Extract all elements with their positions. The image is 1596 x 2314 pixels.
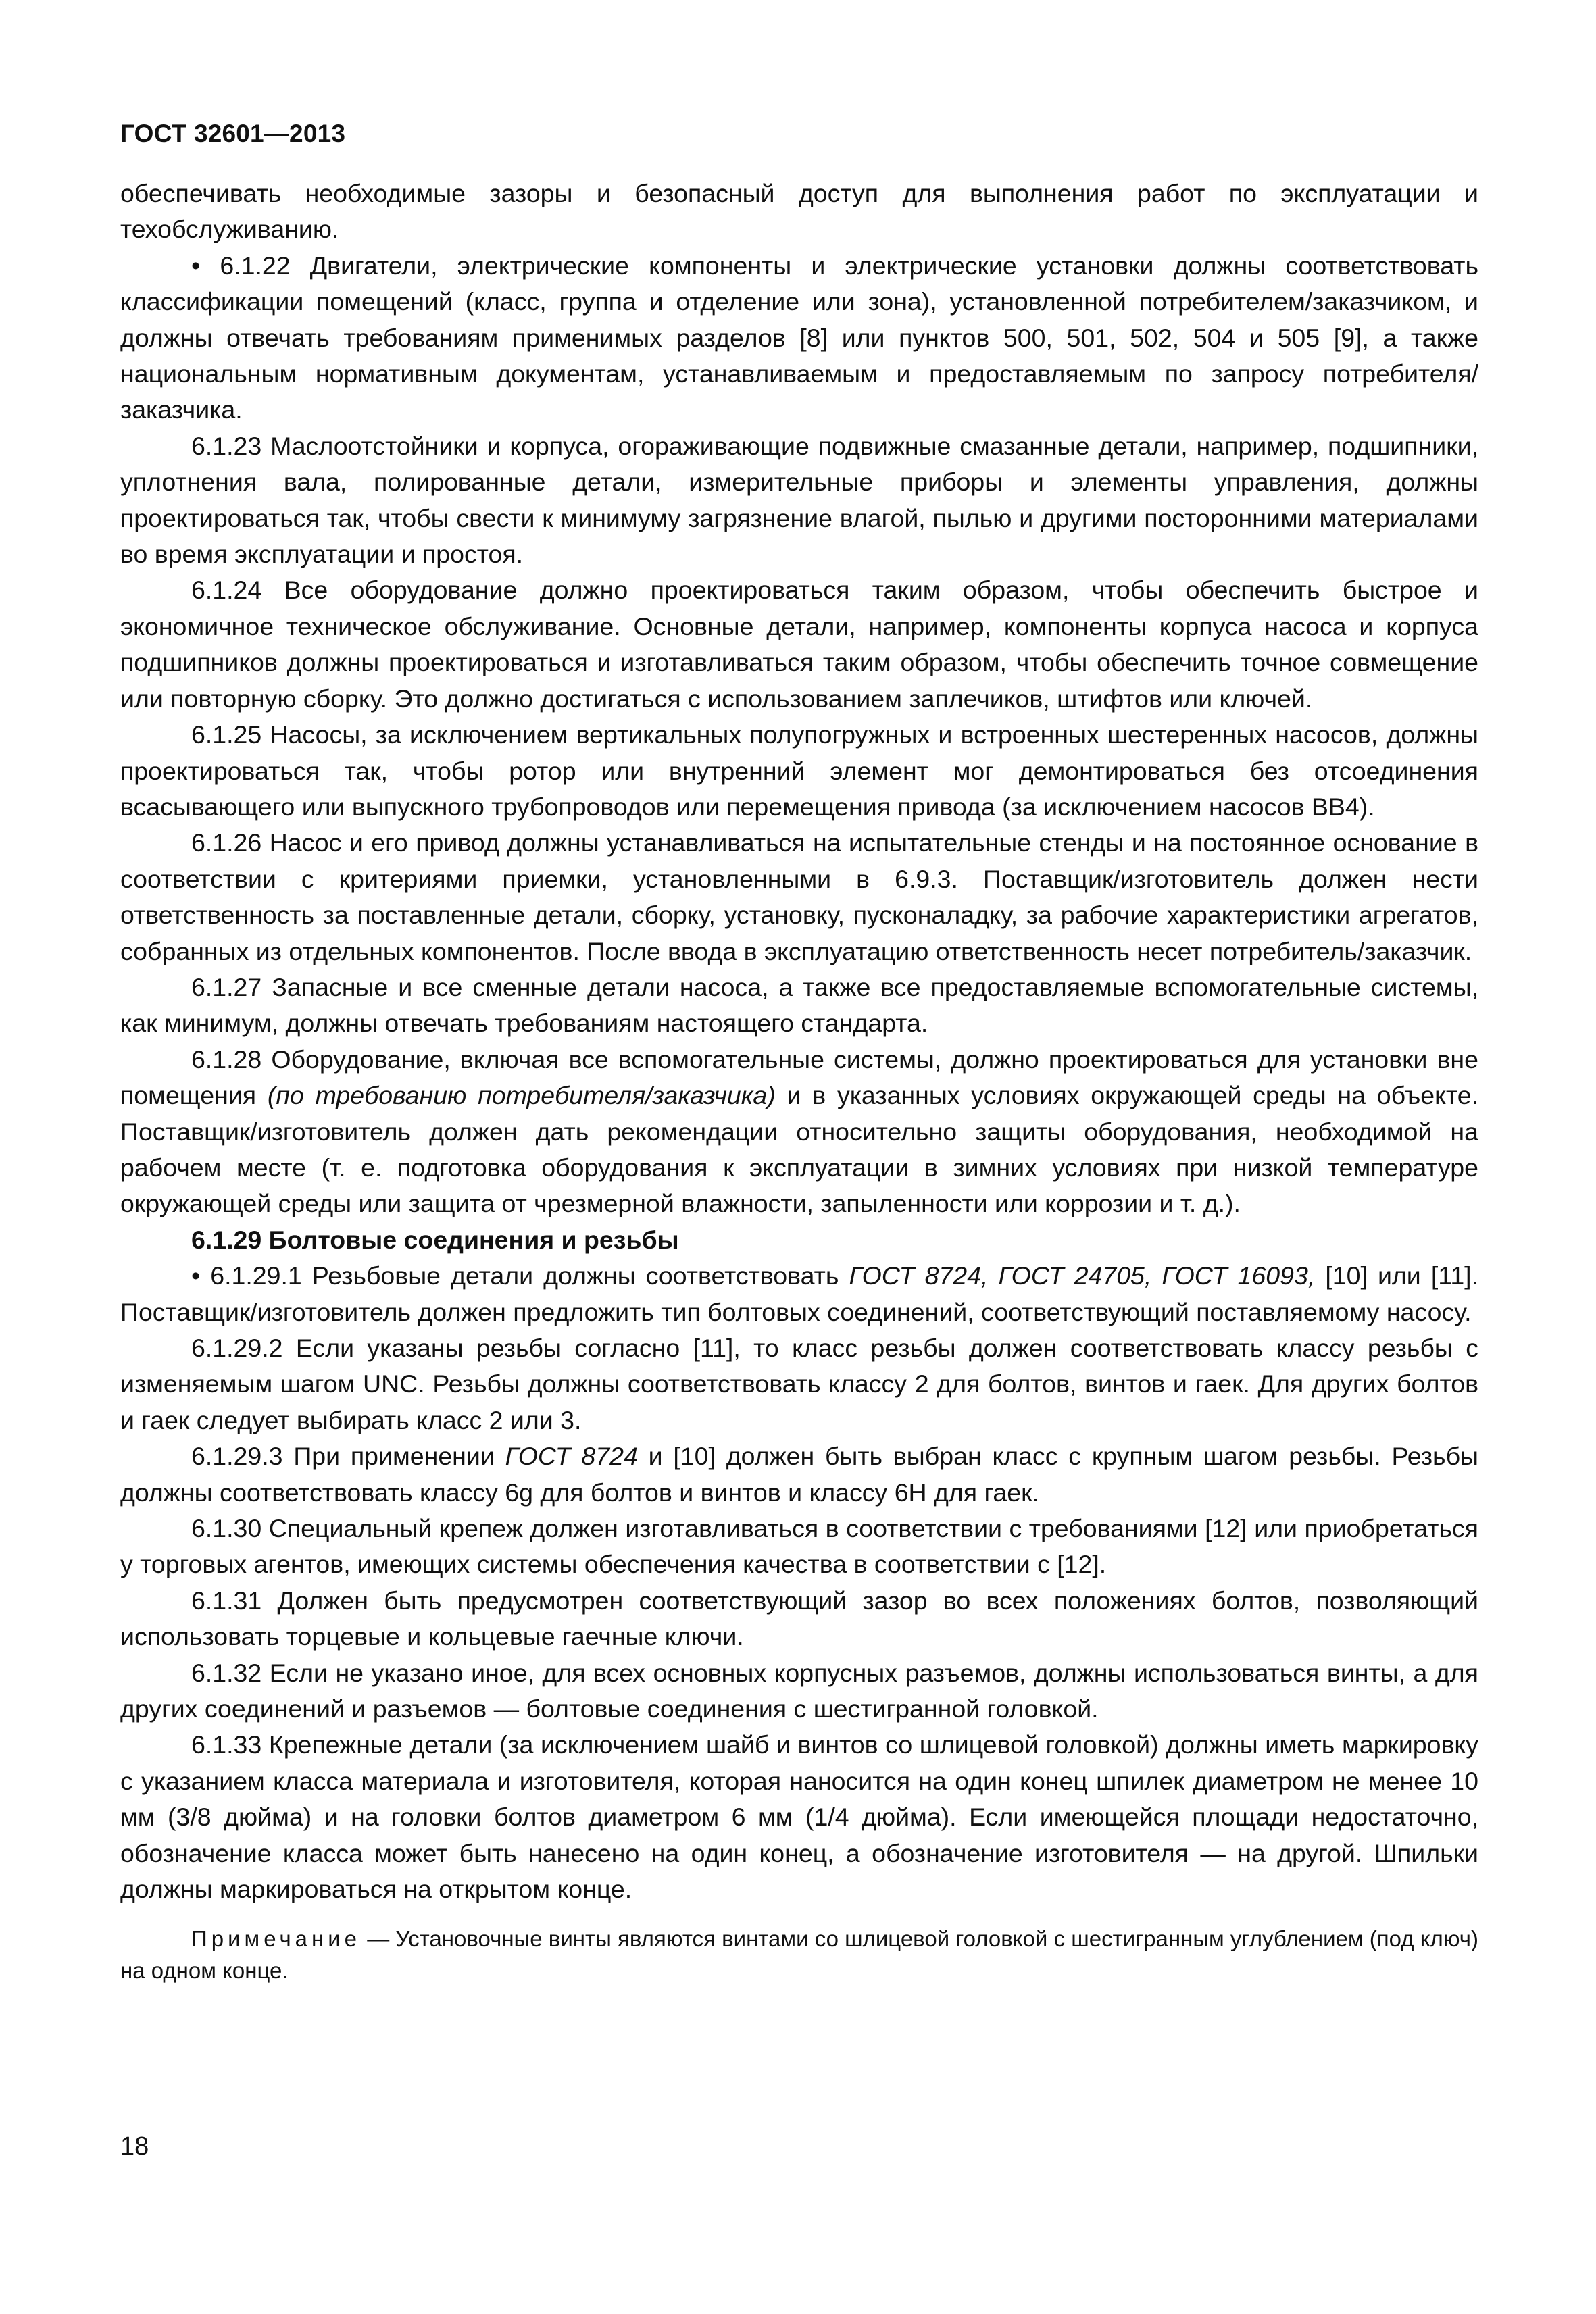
paragraph — [120, 1727, 1478, 1907]
text-segment: [10] или [11]. Поставщик/изготовитель должен предложить тип болтовых соединений, соответствующий поставляемому насосу. — [120, 1261, 1479, 1326]
text-segment: 6.1.27 Запасные и все сменные детали насоса, а также все предоставляемые вспомогательные системы, как минимум, должны отвечать требованиям настоящего стандарта. — [120, 972, 1478, 1038]
paragraph — [120, 1511, 1478, 1583]
text-segment: 6.1.29.1 Резьбовые детали должны соответствовать — [200, 1261, 849, 1290]
note-text: — Установочные винты являются винтами со шлицевой головкой с шестигранным углублением (под ключ) на одном конце. — [120, 1926, 1478, 1983]
text-segment: и [10] должен быть выбран класс с крупным шагом резьбы. Резьбы должны соответствовать классу 6g для болтов и винтов и классу 6Н для гаек. — [120, 1442, 1479, 1507]
note — [120, 1923, 1478, 1986]
italic-text: ГОСТ 8724, ГОСТ 24705, ГОСТ 16093, — [849, 1261, 1316, 1290]
italic-text: (по требованию потребителя/заказчика) — [267, 1081, 776, 1110]
text-segment: 6.1.26 Насос и его привод должны устанавливаться на испытательные стенды и на постоянное основание в соответствии с критериями приемки, установленными в 6.9.3. Поставщик/изготовитель должен нести ответственность за поставленные детали, сборку, установку, пусконаладку, за рабочие характеристики агрегатов, собранных из отдельных компонентов. После ввода в эксплуатацию ответственность несет потребитель/заказчик. — [120, 828, 1478, 965]
paragraph — [120, 1583, 1478, 1655]
text-segment: 6.1.29 Болтовые соединения и резьбы — [191, 1225, 679, 1254]
paragraph — [120, 1438, 1478, 1511]
text-segment: 6.1.30 Специальный крепеж должен изготавливаться в соответствии с требованиями [12] или приобретаться у торговых агентов, имеющих системы обеспечения качества в соответствии с [12]. — [120, 1514, 1478, 1579]
text-segment: 6.1.29.3 При применении — [191, 1442, 505, 1471]
paragraph — [120, 572, 1478, 717]
text-segment: 6.1.31 Должен быть предусмотрен соответствующий зазор во всех положениях болтов, позволяющий использовать торцевые и кольцевые гаечные ключи. — [120, 1586, 1478, 1651]
page-number: 18 — [120, 2132, 149, 2161]
bullet-mark: • — [191, 1261, 201, 1290]
paragraph — [120, 428, 1478, 573]
document-header: ГОСТ 32601—2013 — [120, 120, 346, 147]
text-segment: 6.1.33 Крепежные детали (за исключением шайб и винтов со шлицевой головкой) должны иметь маркировку с указанием класса материала и изготовителя, которая наносится на один конец шпилек диаметром не менее 10 мм (3/8 дюйма) и на головки болтов диаметром 6 мм (1/4 дюйма). Если имеющейся площади недостаточно, обозначение класса может быть нанесено на один конец, а обозначение изготовителя — на другой. Шпильки должны маркироваться на открытом конце. — [120, 1730, 1478, 1904]
bullet-mark: • — [191, 251, 201, 280]
paragraph — [120, 1258, 1478, 1330]
paragraph — [120, 717, 1478, 825]
text-segment: 6.1.29.2 Если указаны резьбы согласно [11], то класс резьбы должен соответствовать классу резьбы с изменяемым шагом UNC. Резьбы должны соответствовать классу 2 для болтов, винтов и гаек. Для других болтов и гаек следует выбирать класс 2 или 3. — [120, 1334, 1478, 1434]
paragraph — [120, 1042, 1478, 1222]
paragraph — [120, 1330, 1478, 1438]
text-segment: 6.1.25 Насосы, за исключением вертикальных полупогружных и встроенных шестеренных насосов, должны проектироваться так, чтобы ротор или внутренний элемент мог демонтироваться без отсоединения всасывающего или выпускного трубопроводов или перемещения привода (за исключением насосов ВВ4). — [120, 720, 1478, 821]
section-heading — [120, 1222, 1478, 1258]
paragraph — [120, 176, 1478, 248]
note-label: Примечание — [191, 1926, 361, 1951]
text-segment: 6.1.23 Маслоотстойники и корпуса, огораживающие подвижные смазанные детали, например, подшипники, уплотнения вала, полированные детали, измерительные приборы и элементы управления, должны проектироваться так, чтобы свести к минимуму загрязнение влагой, пылью и другими посторонними материалами во время эксплуатации и простоя. — [120, 431, 1478, 569]
italic-text: ГОСТ 8724 — [505, 1442, 638, 1471]
body-text — [120, 176, 1478, 1908]
document-page — [120, 119, 1478, 1986]
text-segment: обеспечивать необходимые зазоры и безопасный доступ для выполнения работ по эксплуатации и техобслуживанию. — [120, 179, 1478, 244]
text-segment: и в указанных условиях окружающей среды на объекте. Поставщик/изготовитель должен дать рекомендации относительно защиты оборудования, необходимой на рабочем месте (т. е. подготовка оборудования к эксплуатации в зимних условиях при низкой температуре окружающей среды или защита от чрезмерной влажности, запыленности или коррозии и т. д.). — [120, 1081, 1478, 1218]
paragraph — [120, 1655, 1478, 1728]
text-segment: 6.1.28 Оборудование, включая все вспомогательные системы, должно проектироваться для установки вне помещения — [120, 1045, 1478, 1110]
text-segment: 6.1.32 Если не указано иное, для всех основных корпусных разъемов, должны использоваться винты, а для других соединений и разъемов — болтовые соединения с шестигранной головкой. — [120, 1658, 1478, 1724]
paragraph — [120, 248, 1478, 428]
paragraph — [120, 970, 1478, 1042]
paragraph — [120, 825, 1478, 970]
text-segment: 6.1.22 Двигатели, электрические компоненты и электрические установки должны соответствовать классификации помещений (класс, группа и отделение или зона), установленной потребителем/заказчиком, и должны отвечать требованиям применимых разделов [8] или пунктов 500, 501, 502, 504 и 505 [9], а также национальным нормативным документам, устанавливаемым и предоставляемым по запросу потребителя/заказчика. — [120, 251, 1478, 424]
text-segment: 6.1.24 Все оборудование должно проектироваться таким образом, чтобы обеспечить быстрое и экономичное техническое обслуживание. Основные детали, например, компоненты корпуса насоса и корпуса подшипников должны проектироваться и изготавливаться таким образом, чтобы обеспечить точное совмещение или повторную сборку. Это должно достигаться с использованием заплечиков, штифтов или ключей. — [120, 576, 1478, 713]
